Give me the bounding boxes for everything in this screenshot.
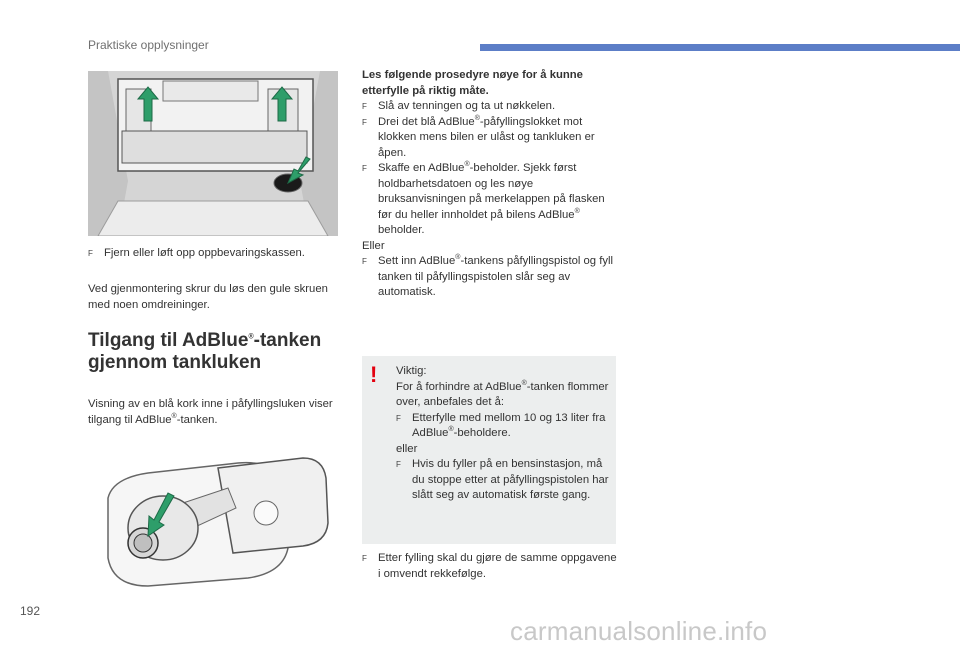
watermark: carmanualsonline.info [510, 616, 768, 646]
page-number: 192 [20, 604, 41, 618]
fig1-caption: F Fjern eller løft opp oppbevaringskassen. [88, 246, 338, 262]
arrow-bullet-icon: F [362, 554, 367, 563]
step-1: F Slå av tenningen og ta ut nøkkelen. [362, 99, 617, 115]
warning-sub-2: F Hvis du fyller på en bensinstasjon, må du stoppe etter at påfyllingspistolen har slått seg av automatisk første gang. [396, 457, 609, 504]
arrow-bullet-icon: F [396, 413, 401, 423]
warning-text: Viktig: For å forhindre at AdBlue®-tanken flommer over, anbefales det å: F Etterfylle med mellom 10 og 13 liter fra AdBlue®-beholdere. eller F Hvis du fyller på en bensinstasjon, må du stoppe etter at påfyllingspistolen har slått seg av automatisk første gang. [369, 364, 609, 504]
procedure-intro: Les følgende prosedyre nøye for å kunne etterfylle på riktig måte. [362, 69, 583, 97]
step-2: F Drei det blå AdBlue®-påfyllingslokket mot klokken mens bilen er ulåst og tankluken er åpen. [362, 115, 617, 162]
final-step: F Etter fylling skal du gjøre de samme oppgavene i omvendt rekkefølge. [362, 551, 617, 582]
procedure-steps [362, 99, 617, 301]
arrow-bullet-icon: F [88, 249, 93, 258]
arrow-bullet-icon: F [396, 460, 401, 469]
warning-exclamation-icon: ! [370, 362, 378, 387]
arrow-bullet-icon: F [362, 164, 367, 173]
warning-box [362, 356, 616, 544]
warning-sub-1: F Etterfylle med mellom 10 og 13 liter fra AdBlue®-beholdere. [396, 411, 609, 442]
header-accent-bar [480, 44, 960, 51]
or-separator: Eller [362, 239, 385, 252]
trunk-storage-drawing [88, 71, 338, 236]
section-heading: Tilgang til AdBlue®-tanken gjennom tankluken [88, 330, 322, 373]
fuel-flap-illustration [88, 448, 338, 588]
trunk-storage-illustration [88, 71, 338, 236]
remount-paragraph: Ved gjenmontering skrur du løs den gule skruen med noen omdreininger. [88, 283, 328, 311]
step-4: F Sett inn AdBlue®-tankens påfyllingspistol og fyll tanken til påfyllingspistolen slår seg av automatisk. [362, 254, 617, 301]
step-3: F Skaffe en AdBlue®-beholder. Sjekk først holdbarhetsdatoen og les nøye bruksanvisningen på merkelappen på flasken før du heller innholdet på bilens AdBlue® beholder. [362, 161, 617, 239]
arrow-bullet-icon: F [362, 257, 367, 266]
arrow-bullet-icon: F [362, 102, 367, 111]
view-paragraph: Visning av en blå kork inne i påfyllingsluken viser tilgang til AdBlue®-tanken. [88, 398, 333, 426]
arrow-bullet-icon: F [362, 117, 367, 127]
fuel-flap-drawing [88, 448, 338, 588]
header-section-title: Praktiske opplysninger [88, 38, 209, 52]
